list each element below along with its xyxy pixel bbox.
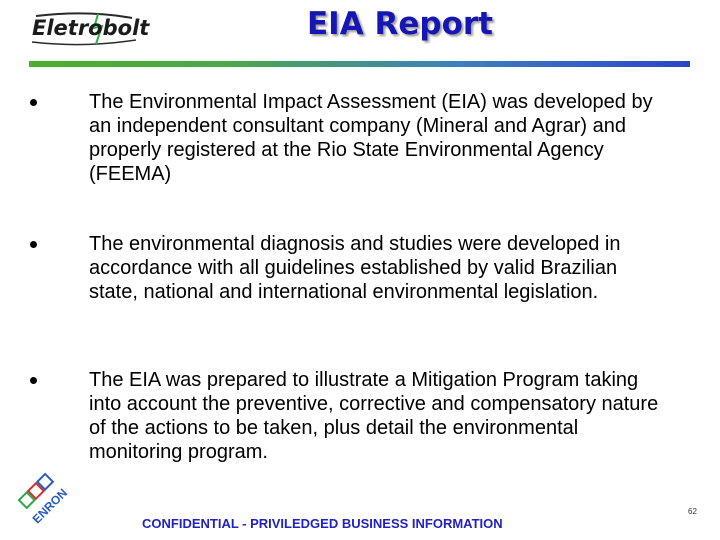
enron-logo-icon [10, 470, 76, 536]
page-title: EIA Report [307, 6, 493, 42]
bullet-text: The EIA was prepared to illustrate a Mitigation Program taking into account the preventive, corrective and compensatory nature of the actions to be taken, plus detail the environmental monitoring program. [89, 369, 659, 463]
eletrobolt-logo [28, 12, 150, 48]
enron-logo-text: ENRON [29, 485, 71, 527]
logo-text: Eletrobolt [32, 16, 150, 40]
confidential-notice: CONFIDENTIAL - PRIVILEDGED BUSINESS INFORMATION [142, 516, 503, 531]
bullet-dot-icon [30, 241, 37, 248]
bullet-text: The environmental diagnosis and studies were developed in accordance with all guidelines established by valid Brazilian state, national and international environmental legislation. [89, 233, 621, 303]
page-number: 62 [688, 507, 697, 516]
bullet-dot-icon [30, 377, 37, 384]
bullet-text: The Environmental Impact Assessment (EIA) was developed by an independent consultant company (Mineral and Agrar) and properly registered at the Rio State Environmental Agency (FEEMA) [89, 91, 653, 185]
header-rule [29, 61, 690, 67]
bullet-dot-icon [30, 99, 37, 106]
